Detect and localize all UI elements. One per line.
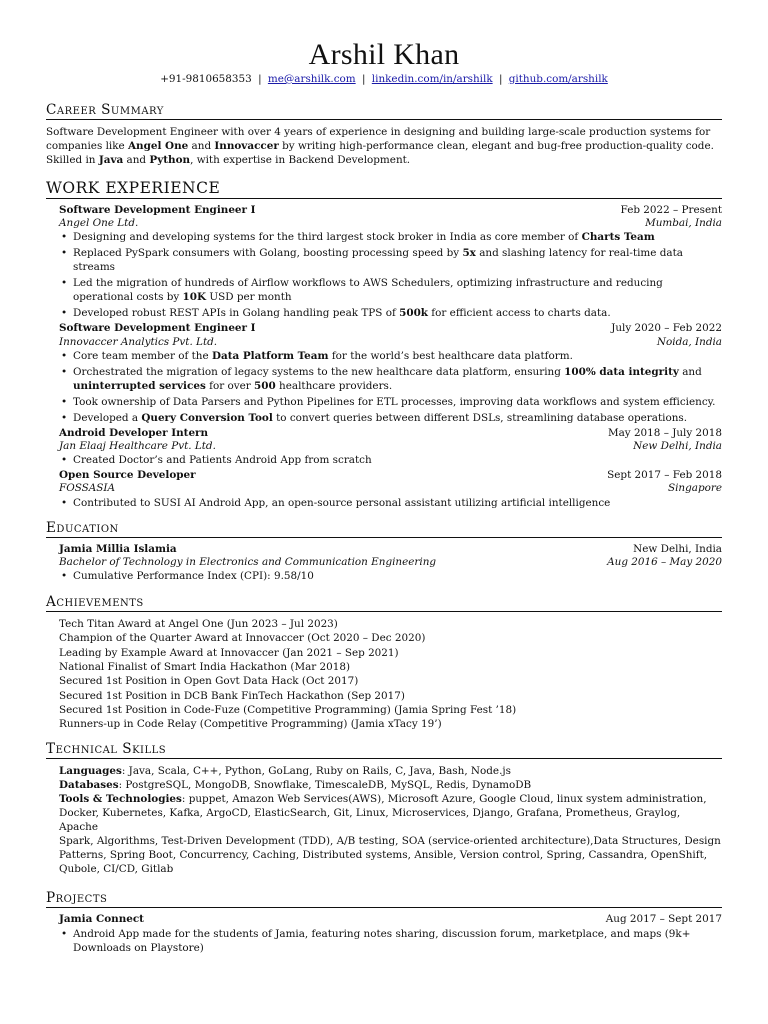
summary-text-span: companies like xyxy=(46,140,128,152)
summary-text-span: , with expertise in Backend Development. xyxy=(190,154,411,166)
divider: | xyxy=(498,73,503,85)
bullet-text: Replaced PySpark consumers with Golang, boosting processing speed by xyxy=(73,247,463,260)
project-bullet: • Android App made for the students of Jamia, featuring notes sharing, discussion forum, marketplace, and maps (9k+ Downloads on Playstore) xyxy=(73,927,722,955)
job-company: Jan Elaaj Healthcare Pvt. Ltd. xyxy=(59,440,216,453)
bullet-text: USD per month xyxy=(206,291,292,304)
education-bullet: • Cumulative Performance Index (CPI): 9.58/10 xyxy=(73,569,722,583)
job-location: New Delhi, India xyxy=(633,440,722,453)
job-role: Software Development Engineer I xyxy=(59,204,256,216)
job-dates: May 2018 – July 2018 xyxy=(607,426,722,439)
skills-label: Databases xyxy=(59,779,119,792)
summary-text-span: and xyxy=(188,140,215,152)
bullet-text: Developed a xyxy=(73,411,142,424)
work-experience-section xyxy=(46,179,722,510)
job-bullet xyxy=(73,276,722,304)
bullet-bold: 10K xyxy=(182,291,207,304)
section-title-projects: Projects xyxy=(46,890,722,908)
skills-languages xyxy=(59,764,722,778)
job-location: Noida, India xyxy=(656,335,722,348)
job-bullets xyxy=(46,349,722,425)
summary-bold: Angel One xyxy=(127,140,189,152)
bullet-text: healthcare providers. xyxy=(275,379,393,392)
job-entry xyxy=(59,469,722,495)
bullet-text: to convert queries between different DSLs, streamlining database operations. xyxy=(272,411,688,424)
skills-tools-line: Spark, Algorithms, Test-Driven Development (TDD), A/B testing, SOA (service-oriented architecture),Data Structures, Design xyxy=(59,835,721,848)
job-entry xyxy=(59,204,722,230)
school-location: New Delhi, India xyxy=(633,542,722,555)
school-name: Jamia Millia Islamia xyxy=(59,542,177,555)
job-role: Software Development Engineer I xyxy=(59,322,256,335)
project-entry xyxy=(59,913,722,926)
job-bullets xyxy=(46,453,722,467)
skills-tools-line: Docker, Kubernetes, Kafka, ArgoCD, ElasticSearch, Git, Linux, Microservices, Django, Grafana, Prometheus, Graylog, Apache xyxy=(59,807,681,834)
skills-value: : puppet, Amazon Web Services(AWS), Microsoft Azure, Google Cloud, linux system administration, xyxy=(181,793,707,806)
job-role: Android Developer Intern xyxy=(59,426,209,439)
bullet-text: Core team member of the xyxy=(73,349,212,362)
bullet-text: for efficient access to charts data. xyxy=(428,307,611,320)
section-title-education: Education xyxy=(46,520,722,538)
summary-text-span: and xyxy=(123,154,150,166)
section-title-work-experience: WORK EXPERIENCE xyxy=(46,179,722,199)
bullet-bold: Query Conversion Tool xyxy=(141,411,273,424)
job-location: Singapore xyxy=(667,482,722,495)
degree: Bachelor of Technology in Electronics and Communication Engineering xyxy=(59,555,437,568)
summary-text-span: Skilled in xyxy=(46,154,99,166)
bullet-bold: Charts Team xyxy=(581,231,655,244)
education-section xyxy=(46,520,722,583)
achievement-item: National Finalist of Smart India Hackathon (Mar 2018) xyxy=(59,660,351,673)
skills-value: : Java, Scala, C++, Python, GoLang, Ruby on Rails, C, Java, Bash, Node.js xyxy=(121,765,511,778)
job-entry xyxy=(59,322,722,348)
job-dates: Feb 2022 – Present xyxy=(620,204,722,216)
bullet-text: and slashing latency for real-time data streams xyxy=(73,247,683,274)
job-bullet xyxy=(73,411,722,425)
job-company: Angel One Ltd. xyxy=(59,217,139,230)
bullet-text: Led the migration of hundreds of Airflow workflows to AWS Schedulers, optimizing infrastructure and reducing operational costs by xyxy=(73,277,663,304)
job-bullet xyxy=(73,246,722,274)
skills-list xyxy=(59,764,722,876)
bullet-text: Developed robust REST APIs in Golang handling peak TPS of xyxy=(73,307,400,320)
job-company: Innovaccer Analytics Pvt. Ltd. xyxy=(59,335,218,348)
bullet-text: for over xyxy=(205,379,255,392)
summary-bold: Java xyxy=(98,154,124,166)
skills-tools xyxy=(59,792,722,806)
achievement-item: Secured 1st Position in Code-Fuze (Competitive Programming) (Jamia Spring Fest ’18) xyxy=(59,703,517,716)
achievements-list xyxy=(59,617,722,731)
achievement-item: Runners-up in Code Relay (Competitive Programming) (Jamia xTacy 19’) xyxy=(59,718,442,731)
job-bullet: • Created Doctor’s and Patients Android App from scratch xyxy=(73,453,722,467)
divider: | xyxy=(258,73,262,85)
divider: | xyxy=(361,73,366,85)
bullet-bold: 5x xyxy=(462,247,476,260)
job-bullet: • Contributed to SUSI AI Android App, an open-source personal assistant utilizing artificial intelligence xyxy=(73,496,722,510)
job-dates: Sept 2017 – Feb 2018 xyxy=(607,469,722,482)
job-company: FOSSASIA xyxy=(59,482,116,495)
github-link[interactable]: github.com/arshilk xyxy=(508,73,608,85)
skills-label: Tools & Technologies xyxy=(59,793,182,806)
summary-text xyxy=(46,125,722,167)
section-title-technical-skills: Technical Skills xyxy=(46,741,722,759)
bullet-bold: 100% data integrity xyxy=(564,365,679,378)
job-bullet xyxy=(73,365,722,393)
candidate-name: Arshil Khan xyxy=(308,38,460,71)
job-bullet xyxy=(73,230,722,244)
bullet-bold: 500 xyxy=(254,379,276,392)
skills-tools-line: Patterns, Spring Boot, Concurrency, Caching, Distributed systems, Ansible, Version control, Spring, Cassandra, OpenShift, xyxy=(59,849,708,862)
summary-text-span: by writing high-performance clean, elegant and bug-free production-quality code. xyxy=(278,140,714,152)
project-name: Jamia Connect xyxy=(59,913,144,926)
section-title-career-summary: Career Summary xyxy=(46,102,722,120)
section-title-achievements: Achievements xyxy=(46,594,722,612)
job-location: Mumbai, India xyxy=(645,217,722,230)
email-link[interactable]: me@arshilk.com xyxy=(267,73,356,85)
linkedin-link[interactable]: linkedin.com/in/arshilk xyxy=(371,73,493,85)
resume-page xyxy=(46,38,722,957)
summary-bold: Innovaccer xyxy=(214,140,279,152)
education-bullets xyxy=(46,569,722,583)
job-bullet xyxy=(73,306,722,320)
bullet-text: for the world’s best healthcare data platform. xyxy=(328,349,573,362)
technical-skills-section xyxy=(46,741,722,876)
bullet-bold: Data Platform Team xyxy=(211,349,329,362)
achievement-item: Tech Titan Award at Angel One (Jun 2023 – Jul 2023) xyxy=(59,618,338,631)
job-entry xyxy=(59,427,722,453)
bullet-bold: 500k xyxy=(399,307,428,320)
job-dates: July 2020 – Feb 2022 xyxy=(611,322,722,335)
contact-line xyxy=(46,72,722,86)
achievement-item: Secured 1st Position in Open Govt Data Hack (Oct 2017) xyxy=(59,675,359,688)
project-dates: Aug 2017 – Sept 2017 xyxy=(605,913,722,926)
achievement-item: Champion of the Quarter Award at Innovaccer (Oct 2020 – Dec 2020) xyxy=(59,632,426,645)
phone-number: +91-9810658353 xyxy=(160,73,252,85)
job-bullet: • Took ownership of Data Parsers and Python Pipelines for ETL processes, improving data workflows and system efficiency. xyxy=(73,395,722,409)
bullet-text: and xyxy=(678,365,702,378)
summary-line: Software Development Engineer with over 4 years of experience in designing and building large-scale production systems for xyxy=(46,126,711,138)
job-bullets xyxy=(46,230,722,320)
job-bullet xyxy=(73,349,722,363)
skills-tools-line: Qubole, CI/CD, Gitlab xyxy=(59,863,174,876)
bullet-text: Orchestrated the migration of legacy systems to the new healthcare data platform, ensuring xyxy=(73,365,565,378)
bullet-text: Designing and developing systems for the third largest stock broker in India as core member of xyxy=(73,231,582,244)
summary-line xyxy=(46,153,722,167)
job-bullets xyxy=(46,496,722,510)
summary-bold: Python xyxy=(149,154,191,166)
education-entry xyxy=(59,543,722,569)
projects-section xyxy=(46,890,722,954)
achievement-item: Secured 1st Position in DCB Bank FinTech Hackathon (Sep 2017) xyxy=(59,689,405,702)
job-role: Open Source Developer xyxy=(59,469,196,482)
education-dates: Aug 2016 – May 2020 xyxy=(607,555,722,568)
summary-line xyxy=(46,139,722,153)
career-summary-section xyxy=(46,102,722,167)
bullet-bold: uninterrupted services xyxy=(73,379,206,392)
skills-databases xyxy=(59,778,722,792)
skills-value: : PostgreSQL, MongoDB, Snowflake, TimescaleDB, MySQL, Redis, DynamoDB xyxy=(118,779,532,792)
skills-label: Languages xyxy=(59,765,122,778)
achievements-section xyxy=(46,594,722,731)
achievement-item: Leading by Example Award at Innovaccer (Jan 2021 – Sep 2021) xyxy=(59,646,399,659)
project-bullets xyxy=(46,927,722,955)
